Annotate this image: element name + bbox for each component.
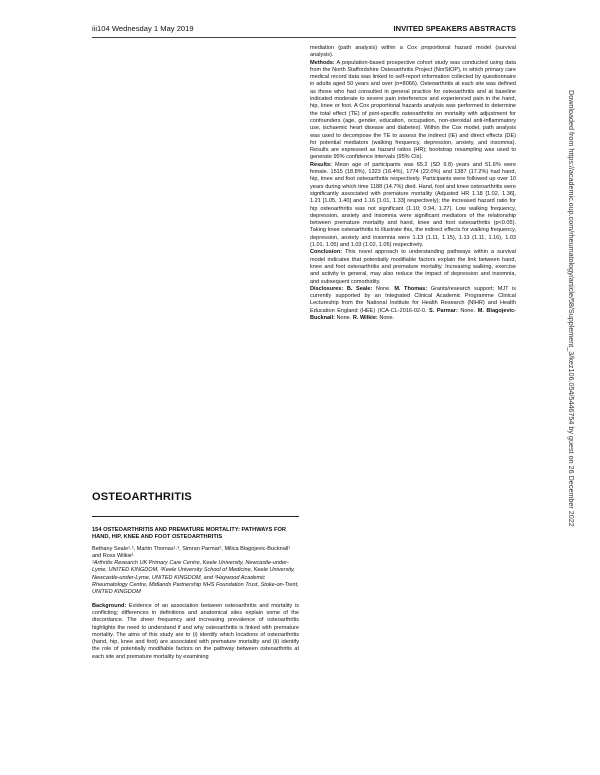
background-text: Evidence of an association between osteoarthritis and mortality is conflicting; differences in definitions and anatomical sites explain some of the discordance. The sheer frequency and increasing prevalence of osteoarthritis highlights the need to understand if and why osteoarthritis is linked with premature mortality. The aims of this study are to (i) identify which locations of osteoarthritis (hand, hip, knee and foot) are associated with premature mortality and (ii) identify the role of potentially modifiable factors on the pathway between osteoarthritis at each site and premature mortality by examining (92, 602, 299, 660)
abstract-affiliations: ¹Arthritis Research UK Primary Care Centre, Keele University, Newcastle-under-Lyme, UNITED KINGDOM, ²Keele University School of Medicine, Keele University, Newcastle-under-Lyme, UNITED KINGDOM, and ³Haywood Academic Rheumatology Centre, Midlands Partnership NHS Foundation Trust, Stoke-on-Trent, UNITED KINGDOM (92, 560, 299, 596)
methods-label: Methods: (310, 59, 335, 66)
conclusion-text: This novel approach to understanding pathways within a survival model indicates that potentially modifiable factors explain the link between hand, knee and foot osteoarthritis and premature mortality. Increasing walking, exercise and activity in general, may also reduce the impact of depression and insomnia, and subsequent comorbidity. (310, 249, 516, 285)
section-rule (92, 516, 299, 517)
disclosure-text: Grants/research support; MJT is currently supported by an Integrated Clinical Academic Programme Clinical Lectureship from the National Institute for Health Research (NIHR) and Health Education England (HEE) (ICA-CL-2016-02-0. (310, 285, 516, 314)
disclosure-text: None. (377, 314, 395, 321)
disclosure-text: None. (334, 314, 353, 321)
abstract-154 (92, 527, 299, 661)
methods-text: A population-based prospective cohort study was conducted using data from the North Staffordshire Osteoarthritis Project (NorStOP), in which primary care medical record data was linked to self-report information collected by questionnaire in adults aged 50 years and over (n=8066). Osteoarthritis at each site was defined as those who had consulted in general practice for osteoarthritis and at baseline indicated moderate to severe pain interference and experienced pain in the hand, hip, knee or foot. A Cox proportional hazards analysis was performed to determine the total effect (TE) of joint-specific osteoarthritis on mortality with adjustment for confounders (age, gender, education, occupation, non-steroidal anti-inflammatory use, ischaemic heart disease and diabetes). Within the Cox model, path analysis was used to decompose the TE to assess the indirect (IE) and direct effects (DE) for potential mediators (walking frequency, depression, anxiety, and insomnia). Results are expressed as hazard ratios (HR); bootstrap resampling was used to generate 95% confidence intervals (95% CIs). (310, 59, 516, 161)
background-label: Background: (92, 602, 127, 609)
section-title: OSTEOARTHRITIS (92, 491, 192, 503)
abstract-title: 154 OSTEOARTHRITIS AND PREMATURE MORTALITY: PATHWAYS FOR HAND, HIP, KNEE AND FOOT OSTEOARTHRITIS (92, 527, 287, 541)
abstract-continuation (310, 45, 516, 322)
disclosure-name: S. Parmar: (429, 307, 458, 314)
download-watermark-text: Downloaded from https://academic.oup.com/rheumatology/article/58/Supplement_3/kez106.054/5446754 by guest on 26 December 2022 (567, 90, 576, 527)
methods-paragraph (310, 60, 516, 162)
disclosure-name: M. Blagojevic-Bucknall: (310, 307, 517, 321)
running-title: INVITED SPEAKERS ABSTRACTS (393, 24, 516, 33)
abstract-intro-continuation: mediation (path analysis) within a Cox proportional hazard model (survival analysis). (310, 45, 516, 59)
results-label: Results: (310, 161, 332, 168)
disclosure-text: None. (457, 307, 478, 314)
conclusion-paragraph (310, 249, 516, 285)
disclosure-name: B. Seale: (343, 285, 373, 292)
page-info: iii104 Wednesday 1 May 2019 (92, 24, 194, 33)
background-paragraph (92, 603, 299, 661)
results-paragraph (310, 162, 516, 250)
disclosure-name: R. Wilkie: (352, 314, 378, 321)
disclosure-text: None. (372, 285, 395, 292)
results-text: Mean age of participants was 65.2 (SD 9.8) years and 51.6% were female. 1515 (18.8%), 1323 (16.4%), 1774 (22.0%) and 1387 (17.2%) had hand, hip, knee and foot osteoarthritis respectively. Participants were followed up over 10 years during which time 1188 (14.7%) died. Hand, foot and knee osteoarthritis were significantly associated with premature mortality (Adjusted HR 1.18 [1.02, 1.36], 1.21 [1.05, 1.40] and 1.16 [1.01, 1.33] respectively); the increased hazard ratio for hip osteoarthritis was not significant (1.10; 0.94, 1.27). Low walking frequency, depression, anxiety and insomnia were significant mediators of the relationship between premature mortality and hand, knee and foot osteoarthritis (p<0.05). Taking knee osteoarthritis to illustrate this, the indirect effects for walking frequency, depression, anxiety and insomnia were 1.13 (1.11, 1.15), 1.13 (1.11, 1.16), 1.03 (1.01, 1.05) and 1.03 (1.02, 1.05) respectively. (310, 161, 516, 249)
disclosure-name: M. Thomas: (394, 285, 428, 292)
abstract-authors: Bethany Seale¹˒², Martin Thomas¹˒³, Simran Parmar², Milica Blagojevic-Bucknall¹ and Ross Wilkie¹ (92, 545, 291, 559)
download-watermark (568, 90, 576, 650)
disclosures-paragraph (310, 286, 516, 322)
disclosures-label: Disclosures: (310, 285, 344, 292)
conclusion-label: Conclusion: (310, 249, 343, 256)
running-header (92, 24, 516, 36)
header-rule (92, 37, 516, 38)
